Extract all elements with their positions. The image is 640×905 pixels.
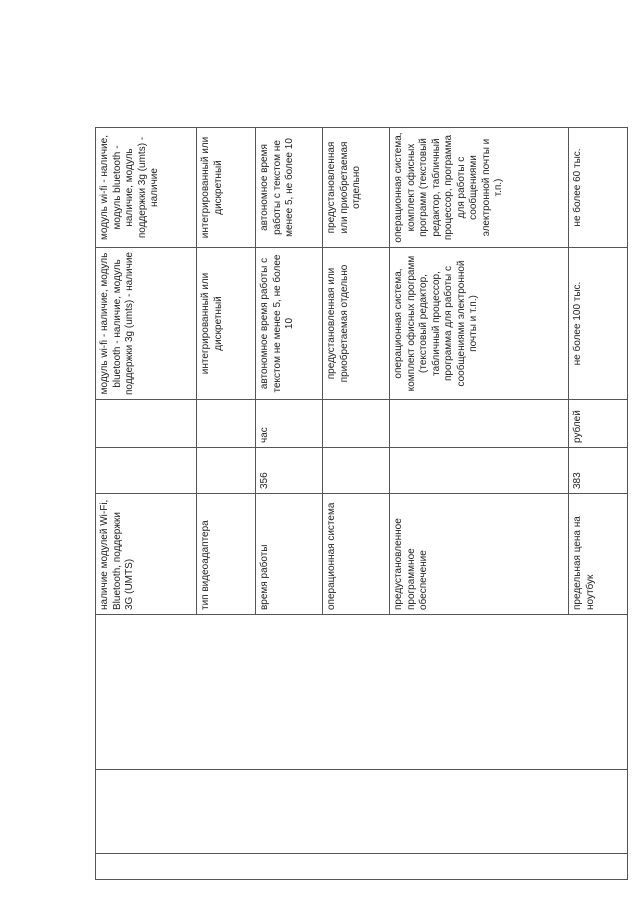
- req2-cell: не более 60 тыс.: [569, 128, 628, 248]
- rotated-table-container: [95, 128, 596, 880]
- code-cell: [323, 448, 390, 494]
- code-cell: [390, 448, 569, 494]
- code-cell: [96, 448, 197, 494]
- req1-cell: интегрированный или дискретный: [197, 248, 256, 400]
- req1-cell: операционная система, комплект офисных программ (текстовый редактор, табличный процессор, программа для работы с сообщениями электронной почты и т.п.): [390, 248, 569, 400]
- unit-cell: рублей: [569, 400, 628, 448]
- req1-cell: автономное время работы с текстом не менее 5, не более 10: [256, 248, 323, 400]
- table-row: [96, 128, 197, 880]
- param-cell: операционная система: [323, 494, 390, 615]
- req2-cell: операционная система, комплект офисных программ (текстовый редактор, табличный процессор, программа для работы с сообщениями электронной почты и т.п.): [390, 128, 569, 248]
- code-cell: 356: [256, 448, 323, 494]
- param-cell: предустановленное программное обеспечение: [390, 494, 569, 615]
- param-cell: наличие модулей Wi-Fi, Bluetooth, поддержки 3G (UMTS): [96, 494, 197, 615]
- param-cell: время работы: [256, 494, 323, 615]
- unit-cell: [390, 400, 569, 448]
- req2-cell: автономное время работы с текстом не менее 5, не более 10: [256, 128, 323, 248]
- code-cell: 383: [569, 448, 628, 494]
- req2-cell: модуль wi-fi - наличие, модуль bluetooth - наличие, модуль поддержки 3g (umts) - наличие: [96, 128, 197, 248]
- req1-cell: модуль wi-fi - наличие, модуль bluetooth - наличие, модуль поддержки 3g (umts) - наличие: [96, 248, 197, 400]
- unit-cell: [323, 400, 390, 448]
- unit-cell: [96, 400, 197, 448]
- req2-cell: интегрированный или дискретный: [197, 128, 256, 248]
- requirements-table: [95, 127, 628, 880]
- blank-col-3: [96, 615, 628, 770]
- param-cell: предельная цена на ноутбук: [569, 494, 628, 615]
- unit-cell: час: [256, 400, 323, 448]
- blank-col-2: [96, 770, 628, 854]
- unit-cell: [197, 400, 256, 448]
- req2-cell: предустановленная или приобретаемая отдельно: [323, 128, 390, 248]
- req1-cell: предустановленная или приобретаемая отдельно: [323, 248, 390, 400]
- param-cell: тип видеоадаптера: [197, 494, 256, 615]
- req1-cell: не более 100 тыс.: [569, 248, 628, 400]
- code-cell: [197, 448, 256, 494]
- blank-col-1: [96, 854, 628, 880]
